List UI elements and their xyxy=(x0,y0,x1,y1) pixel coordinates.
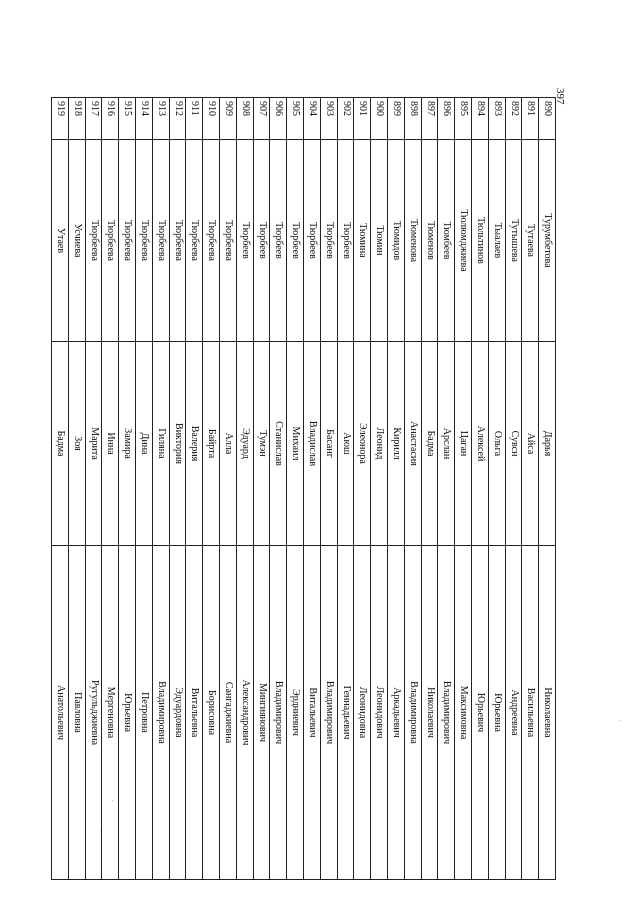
row-number-cell: 891 xyxy=(522,98,539,140)
patronymic-cell: Владимирович xyxy=(320,546,337,880)
first-name-cell: Дина xyxy=(136,342,153,546)
row-number-cell: 890 xyxy=(539,98,556,140)
patronymic-cell: Эрдниевич xyxy=(287,546,304,880)
surname-cell: Тюмбеев xyxy=(438,140,455,342)
row-number-cell: 892 xyxy=(505,98,522,140)
table-row xyxy=(304,98,321,880)
table-row xyxy=(320,98,337,880)
patronymic-cell: Леонидович xyxy=(371,546,388,880)
surname-cell: Тюрбеева xyxy=(85,140,102,342)
row-number-cell: 905 xyxy=(287,98,304,140)
surname-cell: Усчиева xyxy=(68,140,85,342)
surname-cell: Тюмин xyxy=(371,140,388,342)
surname-cell: Тюмидов xyxy=(388,140,405,342)
surname-cell: Тюрбеев xyxy=(236,140,253,342)
row-number-cell: 914 xyxy=(136,98,153,140)
table-row xyxy=(203,98,220,880)
patronymic-cell: Юрьевич xyxy=(472,546,489,880)
patronymic-cell: Юрьевна xyxy=(119,546,136,880)
patronymic-cell: Витальевна xyxy=(186,546,203,880)
first-name-cell: Бадма xyxy=(52,342,69,546)
first-name-cell: Марита xyxy=(85,342,102,546)
first-name-cell: Гиляна xyxy=(152,342,169,546)
table-row xyxy=(522,98,539,880)
patronymic-cell: Владимировна xyxy=(152,546,169,880)
row-number-cell: 910 xyxy=(203,98,220,140)
first-name-cell: Цаган xyxy=(455,342,472,546)
row-number-cell: 900 xyxy=(371,98,388,140)
first-name-cell: Алла xyxy=(220,342,237,546)
first-name-cell: Леонид xyxy=(371,342,388,546)
row-number-cell: 893 xyxy=(488,98,505,140)
scan-speck xyxy=(112,800,113,801)
patronymic-cell: Петровна xyxy=(136,546,153,880)
patronymic-cell: Ругульджиевна xyxy=(85,546,102,880)
surname-cell: Тыалаев xyxy=(488,140,505,342)
patronymic-cell: Николаевич xyxy=(421,546,438,880)
surname-cell: Тюрбеев xyxy=(320,140,337,342)
first-name-cell: Басанг xyxy=(320,342,337,546)
first-name-cell: Валерия xyxy=(186,342,203,546)
table-row xyxy=(287,98,304,880)
row-number-cell: 895 xyxy=(455,98,472,140)
patronymic-cell: Геннадьевич xyxy=(337,546,354,880)
scan-speck xyxy=(620,720,621,721)
table-row xyxy=(354,98,371,880)
surname-cell: Утаев xyxy=(52,140,69,342)
registry-table xyxy=(51,97,556,880)
table-row xyxy=(186,98,203,880)
patronymic-cell: Васильевна xyxy=(522,546,539,880)
table-row xyxy=(388,98,405,880)
row-number-cell: 913 xyxy=(152,98,169,140)
row-number-cell: 908 xyxy=(236,98,253,140)
table-row xyxy=(85,98,102,880)
row-number-cell: 915 xyxy=(119,98,136,140)
table-row xyxy=(136,98,153,880)
surname-cell: Тюрбеев xyxy=(304,140,321,342)
table-row xyxy=(68,98,85,880)
patronymic-cell: Александрович xyxy=(236,546,253,880)
first-name-cell: Бадма xyxy=(421,342,438,546)
row-number-cell: 907 xyxy=(253,98,270,140)
patronymic-cell: Юрьевна xyxy=(488,546,505,880)
patronymic-cell: Аркадьевич xyxy=(388,546,405,880)
row-number-cell: 909 xyxy=(220,98,237,140)
patronymic-cell: Владимирович xyxy=(438,546,455,880)
table-row xyxy=(371,98,388,880)
table-row xyxy=(52,98,69,880)
table-row xyxy=(472,98,489,880)
surname-cell: Тюменова xyxy=(404,140,421,342)
first-name-cell: Кирилл xyxy=(388,342,405,546)
first-name-cell: Дарья xyxy=(539,342,556,546)
table-row xyxy=(488,98,505,880)
surname-cell: Тюрбеев xyxy=(287,140,304,342)
surname-cell: Тюрбеева xyxy=(136,140,153,342)
table-row xyxy=(421,98,438,880)
first-name-cell: Алексей xyxy=(472,342,489,546)
patronymic-cell: Мергеновна xyxy=(102,546,119,880)
table-row xyxy=(236,98,253,880)
table-row xyxy=(220,98,237,880)
patronymic-cell: Витальевич xyxy=(304,546,321,880)
page-number: 397 xyxy=(554,88,566,105)
patronymic-cell: Андреевна xyxy=(505,546,522,880)
patronymic-cell: Мингиянович xyxy=(253,546,270,880)
patronymic-cell: Анатольевич xyxy=(52,546,69,880)
first-name-cell: Айса xyxy=(522,342,539,546)
row-number-cell: 901 xyxy=(354,98,371,140)
patronymic-cell: Леонидовна xyxy=(354,546,371,880)
row-number-cell: 904 xyxy=(304,98,321,140)
row-number-cell: 906 xyxy=(270,98,287,140)
surname-cell: Тутаева xyxy=(522,140,539,342)
registry-table-body xyxy=(52,98,556,880)
row-number-cell: 899 xyxy=(388,98,405,140)
row-number-cell: 917 xyxy=(85,98,102,140)
registry-table-container xyxy=(55,97,556,879)
first-name-cell: Элеонора xyxy=(354,342,371,546)
first-name-cell: Зоя xyxy=(68,342,85,546)
first-name-cell: Эдуард xyxy=(236,342,253,546)
surname-cell: Тюрбеев xyxy=(253,140,270,342)
first-name-cell: Михаил xyxy=(287,342,304,546)
surname-cell: Тюрбеева xyxy=(220,140,237,342)
patronymic-cell: Максимовна xyxy=(455,546,472,880)
table-row xyxy=(539,98,556,880)
first-name-cell: Анастасия xyxy=(404,342,421,546)
table-row xyxy=(253,98,270,880)
patronymic-cell: Борисовна xyxy=(203,546,220,880)
row-number-cell: 916 xyxy=(102,98,119,140)
first-name-cell: Ольга xyxy=(488,342,505,546)
table-row xyxy=(119,98,136,880)
first-name-cell: Виктория xyxy=(169,342,186,546)
table-row xyxy=(404,98,421,880)
first-name-cell: Байрта xyxy=(203,342,220,546)
row-number-cell: 903 xyxy=(320,98,337,140)
surname-cell: Тюменов xyxy=(421,140,438,342)
surname-cell: Тюльтинов xyxy=(472,140,489,342)
row-number-cell: 919 xyxy=(52,98,69,140)
patronymic-cell: Павловна xyxy=(68,546,85,880)
row-number-cell: 894 xyxy=(472,98,489,140)
surname-cell: Тюрбеев xyxy=(337,140,354,342)
table-row xyxy=(505,98,522,880)
row-number-cell: 896 xyxy=(438,98,455,140)
table-row xyxy=(102,98,119,880)
patronymic-cell: Сангаджиевна xyxy=(220,546,237,880)
first-name-cell: Аюш xyxy=(337,342,354,546)
first-name-cell: Станислав xyxy=(270,342,287,546)
surname-cell: Тюрбеева xyxy=(186,140,203,342)
table-row xyxy=(455,98,472,880)
row-number-cell: 911 xyxy=(186,98,203,140)
row-number-cell: 918 xyxy=(68,98,85,140)
row-number-cell: 902 xyxy=(337,98,354,140)
table-row xyxy=(438,98,455,880)
surname-cell: Тюмина xyxy=(354,140,371,342)
first-name-cell: Сувсн xyxy=(505,342,522,546)
surname-cell: Турумбетова xyxy=(539,140,556,342)
surname-cell: Тюрбеев xyxy=(270,140,287,342)
surname-cell: Тюрбеева xyxy=(152,140,169,342)
first-name-cell: Замира xyxy=(119,342,136,546)
patronymic-cell: Николаевна xyxy=(539,546,556,880)
patronymic-cell: Владимирович xyxy=(270,546,287,880)
row-number-cell: 898 xyxy=(404,98,421,140)
first-name-cell: Арслан xyxy=(438,342,455,546)
first-name-cell: Тумэн xyxy=(253,342,270,546)
row-number-cell: 912 xyxy=(169,98,186,140)
patronymic-cell: Владимировна xyxy=(404,546,421,880)
surname-cell: Тутышева xyxy=(505,140,522,342)
surname-cell: Тюрбеева xyxy=(169,140,186,342)
patronymic-cell: Эдуардовна xyxy=(169,546,186,880)
surname-cell: Тюрбеева xyxy=(119,140,136,342)
table-row xyxy=(152,98,169,880)
surname-cell: Тюрбеева xyxy=(203,140,220,342)
surname-cell: Тюлюмджиева xyxy=(455,140,472,342)
first-name-cell: Владислав xyxy=(304,342,321,546)
first-name-cell: Инна xyxy=(102,342,119,546)
scan-speck xyxy=(100,830,101,831)
surname-cell: Тюрбеева xyxy=(102,140,119,342)
table-row xyxy=(337,98,354,880)
table-row xyxy=(169,98,186,880)
row-number-cell: 897 xyxy=(421,98,438,140)
table-row xyxy=(270,98,287,880)
